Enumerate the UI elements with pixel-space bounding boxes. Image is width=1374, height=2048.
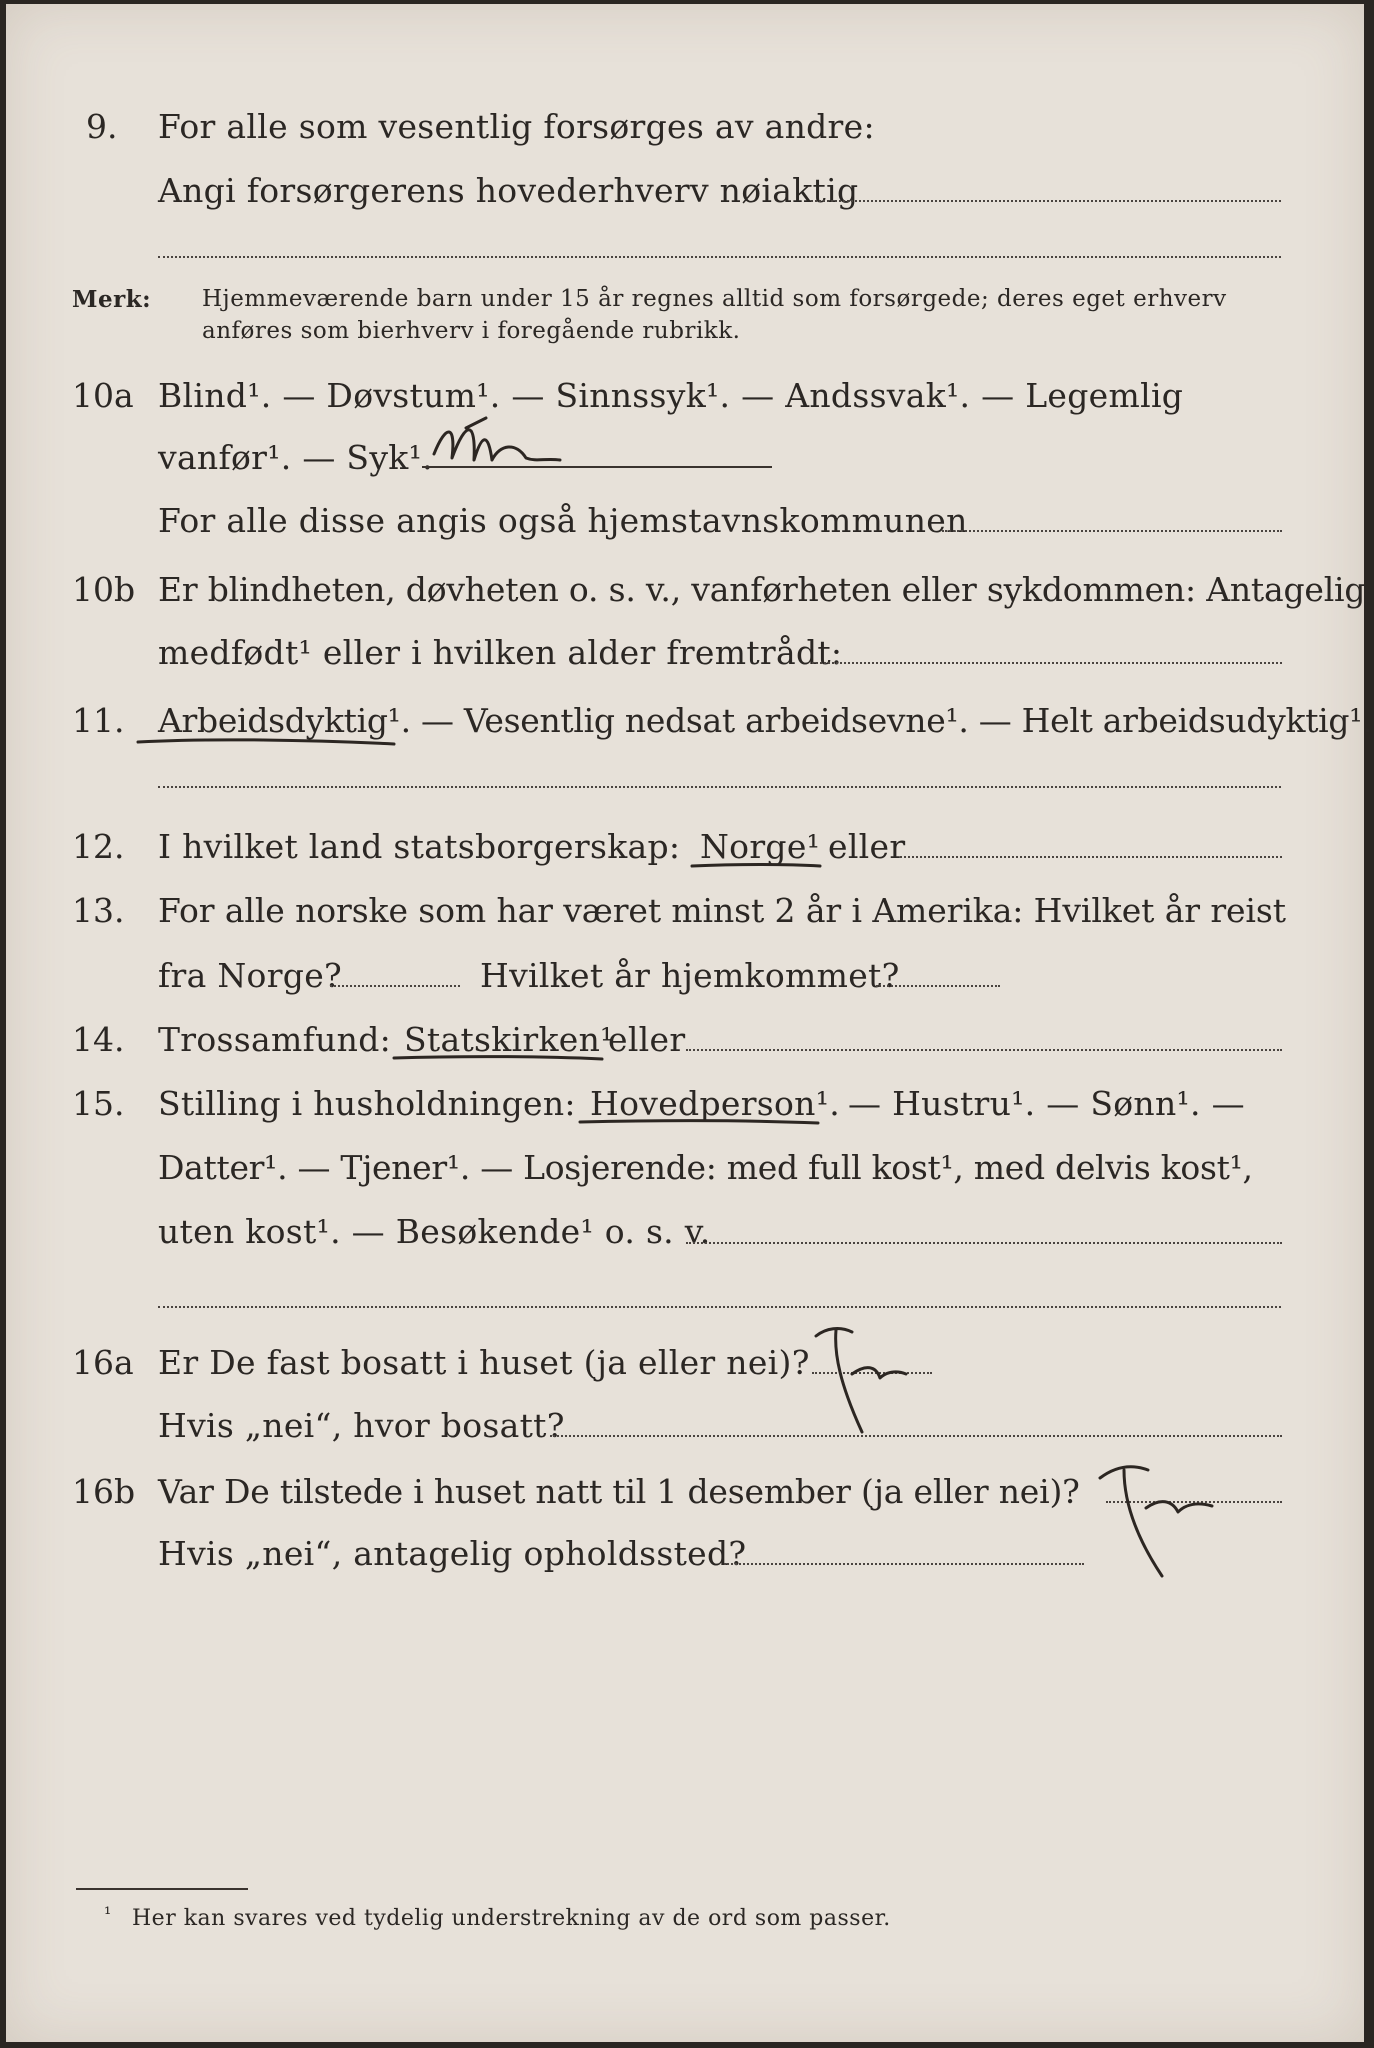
q9-answer-field[interactable]: [811, 200, 1281, 202]
q10b-number: 10b: [72, 570, 136, 609]
q13-number: 13.: [72, 891, 125, 930]
q14-eller: eller: [608, 1020, 686, 1059]
q13-hjemkommet-field[interactable]: [876, 985, 1000, 987]
handwritten-ja-icon: [1086, 1444, 1226, 1584]
underline-mark-icon: [388, 1048, 608, 1068]
q16b-question: Var De tilstede i huset natt til 1 desember (ja eller nei)?: [158, 1472, 1080, 1511]
q10a-hjemstavn: For alle disse angis også hjemstavnskommunen: [158, 501, 968, 540]
q11-number: 11.: [72, 701, 125, 740]
q10b-answer-field[interactable]: [812, 662, 1282, 664]
q15-question: Stilling i husholdningen:: [158, 1084, 576, 1123]
footnote-text: Her kan svares ved tydelig understrekning av de ord som passer.: [132, 1906, 891, 1931]
q11-answer-field[interactable]: [158, 786, 1281, 788]
q13-reist-field[interactable]: [330, 985, 460, 987]
q16b-followup: Hvis „nei“, antagelig opholdssted?: [158, 1534, 747, 1573]
q9-question: For alle som vesentlig forsørges av andre:: [158, 107, 875, 146]
q9-instruction: Angi forsørgerens hovederhverv nøiaktig: [158, 171, 859, 210]
q16b-followup-field[interactable]: [724, 1563, 1084, 1565]
merk-label: Merk:: [72, 286, 152, 313]
q15-option-hovedperson: Hovedperson¹.: [590, 1084, 841, 1123]
q13-hjemkommet-label: Hvilket år hjemkommet?: [480, 956, 900, 995]
footnote-mark: ¹: [104, 1904, 112, 1925]
q15-options-rest: — Hustru¹. — Sønn¹. —: [848, 1084, 1245, 1123]
q16b-number: 16b: [72, 1472, 136, 1511]
q15-answer-field-2[interactable]: [158, 1306, 1281, 1308]
merk-note-line2: anføres som bierhverv i foregående rubrikk.: [202, 318, 741, 344]
merk-note-line1: Hjemmeværende barn under 15 år regnes alltid som forsørgede; deres eget erhverv: [202, 286, 1227, 312]
q15-number: 15.: [72, 1084, 125, 1123]
handwritten-ja-icon: [796, 1314, 926, 1444]
q14-question: Trossamfund:: [158, 1020, 392, 1059]
q14-number: 14.: [72, 1020, 125, 1059]
q11-options: Arbeidsdyktig¹. — Vesentlig nedsat arbeidsevne¹. — Helt arbeidsudyktig¹.: [158, 701, 1373, 740]
handwritten-mark-icon: [426, 414, 576, 474]
underline-mark-icon: [686, 856, 826, 876]
q16a-number: 16a: [72, 1343, 134, 1382]
q9-number: 9.: [86, 107, 118, 146]
q10a-hjemstavn-field[interactable]: [942, 530, 1282, 532]
q16a-question: Er De fast bosatt i huset (ja eller nei)?: [158, 1343, 810, 1382]
census-form-page: [6, 4, 1373, 2042]
q14-answer-field[interactable]: [686, 1049, 1282, 1051]
q15-options-line3: uten kost¹. — Besøkende¹ o. s. v.: [158, 1212, 711, 1251]
footnote-divider: [76, 1888, 248, 1890]
q16a-followup: Hvis „nei“, hvor bosatt?: [158, 1406, 565, 1445]
q12-answer-field[interactable]: [900, 856, 1282, 858]
q10b-alder: medfødt¹ eller i hvilken alder fremtrådt:: [158, 633, 843, 672]
q12-number: 12.: [72, 827, 125, 866]
q10a-options-line1: Blind¹. — Døvstum¹. — Sinnssyk¹. — Andssvak¹. — Legemlig: [158, 376, 1184, 415]
q10a-options-line2: vanfør¹. — Syk¹.: [158, 438, 433, 477]
q10a-number: 10a: [72, 376, 134, 415]
q9-answer-field-2[interactable]: [158, 256, 1281, 258]
q15-answer-field[interactable]: [686, 1242, 1282, 1244]
q13-reist-label: fra Norge?: [158, 956, 343, 995]
underline-mark-icon: [574, 1112, 824, 1132]
q15-options-line2: Datter¹. — Tjener¹. — Losjerende: med full kost¹, med delvis kost¹,: [158, 1148, 1253, 1187]
q13-question: For alle norske som har været minst 2 år i Amerika: Hvilket år reist: [158, 891, 1286, 930]
q12-question: I hvilket land statsborgerskap:: [158, 827, 681, 866]
q16a-followup-field[interactable]: [550, 1435, 1282, 1437]
q12-option-norge: Norge¹: [700, 827, 821, 866]
q10b-question: Er blindheten, døvheten o. s. v., vanførheten eller sykdommen: Antagelig: [158, 570, 1366, 609]
q12-eller: eller: [828, 827, 906, 866]
q14-option-statskirken: Statskirken¹: [404, 1020, 614, 1059]
underline-mark-icon: [132, 732, 402, 752]
